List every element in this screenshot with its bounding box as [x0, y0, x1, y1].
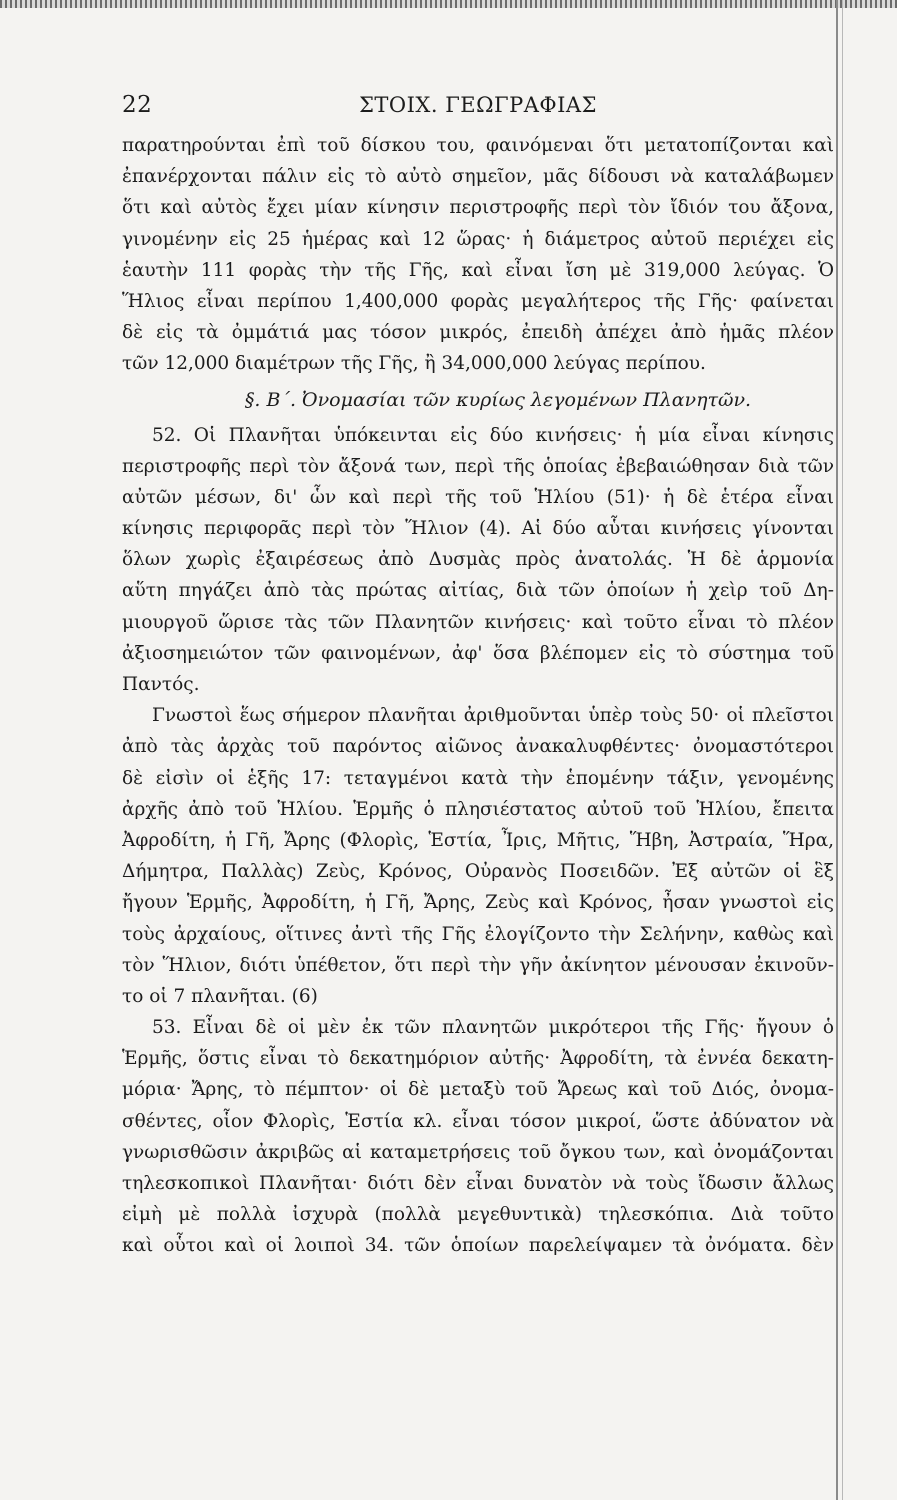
- text-line: κίνησις περιφορᾶς περὶ τὸν Ἥλιον (4). Αἱ δύο αὗται κινήσεις γίνονται: [122, 518, 834, 540]
- page-header: [122, 92, 834, 130]
- text-line: Δήμητρα, Παλλὰς) Ζεὺς, Κρόνος, Οὐρανὸς Ποσειδῶν. Ἐξ αὐτῶν οἱ ἓξ: [122, 861, 834, 883]
- text-line: ὅλων χωρὶς ἐξαιρέσεως ἀπὸ Δυσμὰς πρὸς ἀνατολάς. Ἡ δὲ ἁρμονία: [122, 549, 834, 571]
- text-line: Ἥλιος εἶναι περίπου 1,400,000 φορὰς μεγαλήτερος τῆς Γῆς· φαίνεται: [122, 290, 834, 312]
- text-line: γνωρισθῶσιν ἀκριβῶς αἱ καταμετρήσεις τοῦ ὄγκου των, καὶ ὀνομάζονται: [122, 1141, 834, 1163]
- text-line: εἰμὴ μὲ πολλὰ ἰσχυρὰ (πολλὰ μεγεθυντικὰ) τηλεσκόπια. Διὰ τοῦτο: [122, 1204, 834, 1226]
- text-line: τῶν 12,000 διαμέτρων τῆς Γῆς, ἢ 34,000,000 λεύγας περίπου.: [122, 353, 706, 375]
- scan-top-edge: [0, 0, 897, 8]
- text-line: Παντός.: [122, 674, 200, 695]
- text-line: δὲ εἰς τὰ ὀμμάτιά μας τόσον μικρός, ἐπειδὴ ἀπέχει ἀπὸ ἡμᾶς πλέον: [122, 322, 834, 344]
- text-line: ὅτι καὶ αὐτὸς ἔχει μίαν κίνησιν περιστροφῆς περὶ τὸν ἴδιόν του ἄξονα,: [122, 197, 834, 219]
- text-line: ἐπανέρχονται πάλιν εἰς τὸ αὐτὸ σημεῖον, μᾶς δίδουσι νὰ καταλάβωμεν: [122, 166, 834, 188]
- paragraph-52: [122, 420, 834, 701]
- section-heading: §. Β΄. Ὀνομασίαι τῶν κυρίως λεγομένων Πλανητῶν.: [244, 388, 752, 411]
- text-line: ἀπὸ τὰς ἀρχὰς τοῦ παρόντος αἰῶνος ἀνακαλυφθέντες· ὀνομαστότεροι: [122, 736, 834, 758]
- text-line: ἑαυτὴν 111 φορὰς τὴν τῆς Γῆς, καὶ εἶναι ἴση μὲ 319,000 λεύγας. Ὁ: [122, 259, 834, 281]
- page-gutter-line: [836, 0, 838, 1500]
- book-page: [122, 92, 834, 1262]
- text-line: σθέντες, οἷον Φλορὶς, Ἑστία κλ. εἶναι τόσον μικροί, ὥστε ἀδύνατον νὰ: [122, 1110, 834, 1132]
- text-line: μόρια· Ἄρης, τὸ πέμπτον· οἱ δὲ μεταξὺ τοῦ Ἄρεως καὶ τοῦ Διός, ὀνομα-: [122, 1079, 834, 1101]
- text-line: δὲ εἰσὶν οἱ ἑξῆς 17: τεταγμένοι κατὰ τὴν ἑπομένην τάξιν, γενομένης: [122, 767, 834, 789]
- text-line: παρατηρούνται ἐπὶ τοῦ δίσκου του, φαινόμεναι ὅτι μετατοπίζονται καὶ: [122, 135, 834, 156]
- text-line: αὕτη πηγάζει ἀπὸ τὰς πρώτας αἰτίας, διὰ τῶν ὁποίων ἡ χεὶρ τοῦ Δη-: [122, 580, 834, 602]
- text-line: τοὺς ἀρχαίους, οἵτινες ἀντὶ τῆς Γῆς ἐλογίζοντο τὴν Σελήνην, καθὼς καὶ: [122, 923, 834, 945]
- text-line: αὐτῶν μέσων, δι' ὧν καὶ περὶ τῆς τοῦ Ἡλίου (51)· ἡ δὲ ἑτέρα εἶναι: [122, 486, 834, 508]
- paragraph-known-planets: [122, 700, 834, 1012]
- text-line: τηλεσκοπικοὶ Πλανῆται· διότι δὲν εἶναι δυνατὸν νὰ τοὺς ἴδωσιν ἄλλως: [122, 1173, 834, 1194]
- text-line: ἀξιοσημειώτον τῶν φαινομένων, ἀφ' ὅσα βλέπομεν εἰς τὸ σύστημα τοῦ: [122, 642, 834, 664]
- text-line: 52. Οἱ Πλανῆται ὑπόκεινται εἰς δύο κινήσεις· ἡ μία εἶναι κίνησις: [152, 424, 834, 446]
- text-line: Ἑρμῆς, ὅστις εἶναι τὸ δεκατημόριον αὐτῆς· Ἀφροδίτη, τὰ ἐννέα δεκατη-: [122, 1048, 834, 1070]
- text-line: ἀρχῆς ἀπὸ τοῦ Ἡλίου. Ἑρμῆς ὁ πλησιέστατος αὐτοῦ τοῦ Ἡλίου, ἔπειτα: [122, 798, 834, 820]
- text-line: περιστροφῆς περὶ τὸν ἄξονά των, περὶ τῆς ὁποίας ἐβεβαιώθησαν διὰ τῶν: [122, 455, 834, 477]
- page-number: 22: [122, 92, 153, 118]
- text-line: Ἀφροδίτη, ἡ Γῆ, Ἄρης (Φλορὶς, Ἑστία, Ἶρις, Μῆτις, Ἥβη, Ἀστραία, Ἥρα,: [122, 829, 834, 851]
- paragraph-sun-rotation: [122, 130, 834, 380]
- text-line: μιουργοῦ ὥρισε τὰς τῶν Πλανητῶν κινήσεις· καὶ τοῦτο εἶναι τὸ πλέον: [122, 611, 834, 633]
- text-line: το οἱ 7 πλανῆται. (6): [122, 985, 318, 1007]
- paragraph-53: [122, 1012, 834, 1262]
- text-line: τὸν Ἥλιον, διότι ὑπέθετον, ὅτι περὶ τὴν γῆν ἀκίνητον μένουσαν ἐκινοῦν-: [122, 954, 834, 976]
- text-line: καὶ οὗτοι καὶ οἱ λοιποὶ 34. τῶν ὁποίων παρελείψαμεν τὰ ὀνόματα. δὲν: [122, 1235, 834, 1257]
- running-title: ΣΤΟΙΧ. ΓΕΩΓΡΑΦΙΑΣ: [359, 93, 597, 117]
- text-line: ἤγουν Ἑρμῆς, Ἀφροδίτη, ἡ Γῆ, Ἄρης, Ζεὺς καὶ Κρόνος, ἦσαν γνωστοὶ εἰς: [122, 892, 834, 914]
- page-gutter-line-secondary: [842, 0, 843, 1500]
- text-line: Γνωστοὶ ἕως σήμερον πλανῆται ἀριθμοῦνται ὑπὲρ τοὺς 50· οἱ πλεῖστοι: [152, 705, 834, 727]
- text-line: 53. Εἶναι δὲ οἱ μὲν ἐκ τῶν πλανητῶν μικρότεροι τῆς Γῆς· ἤγουν ὁ: [152, 1017, 834, 1039]
- text-line: γινομένην εἰς 25 ἡμέρας καὶ 12 ὥρας· ἡ διάμετρος αὐτοῦ περιέχει εἰς: [122, 228, 834, 250]
